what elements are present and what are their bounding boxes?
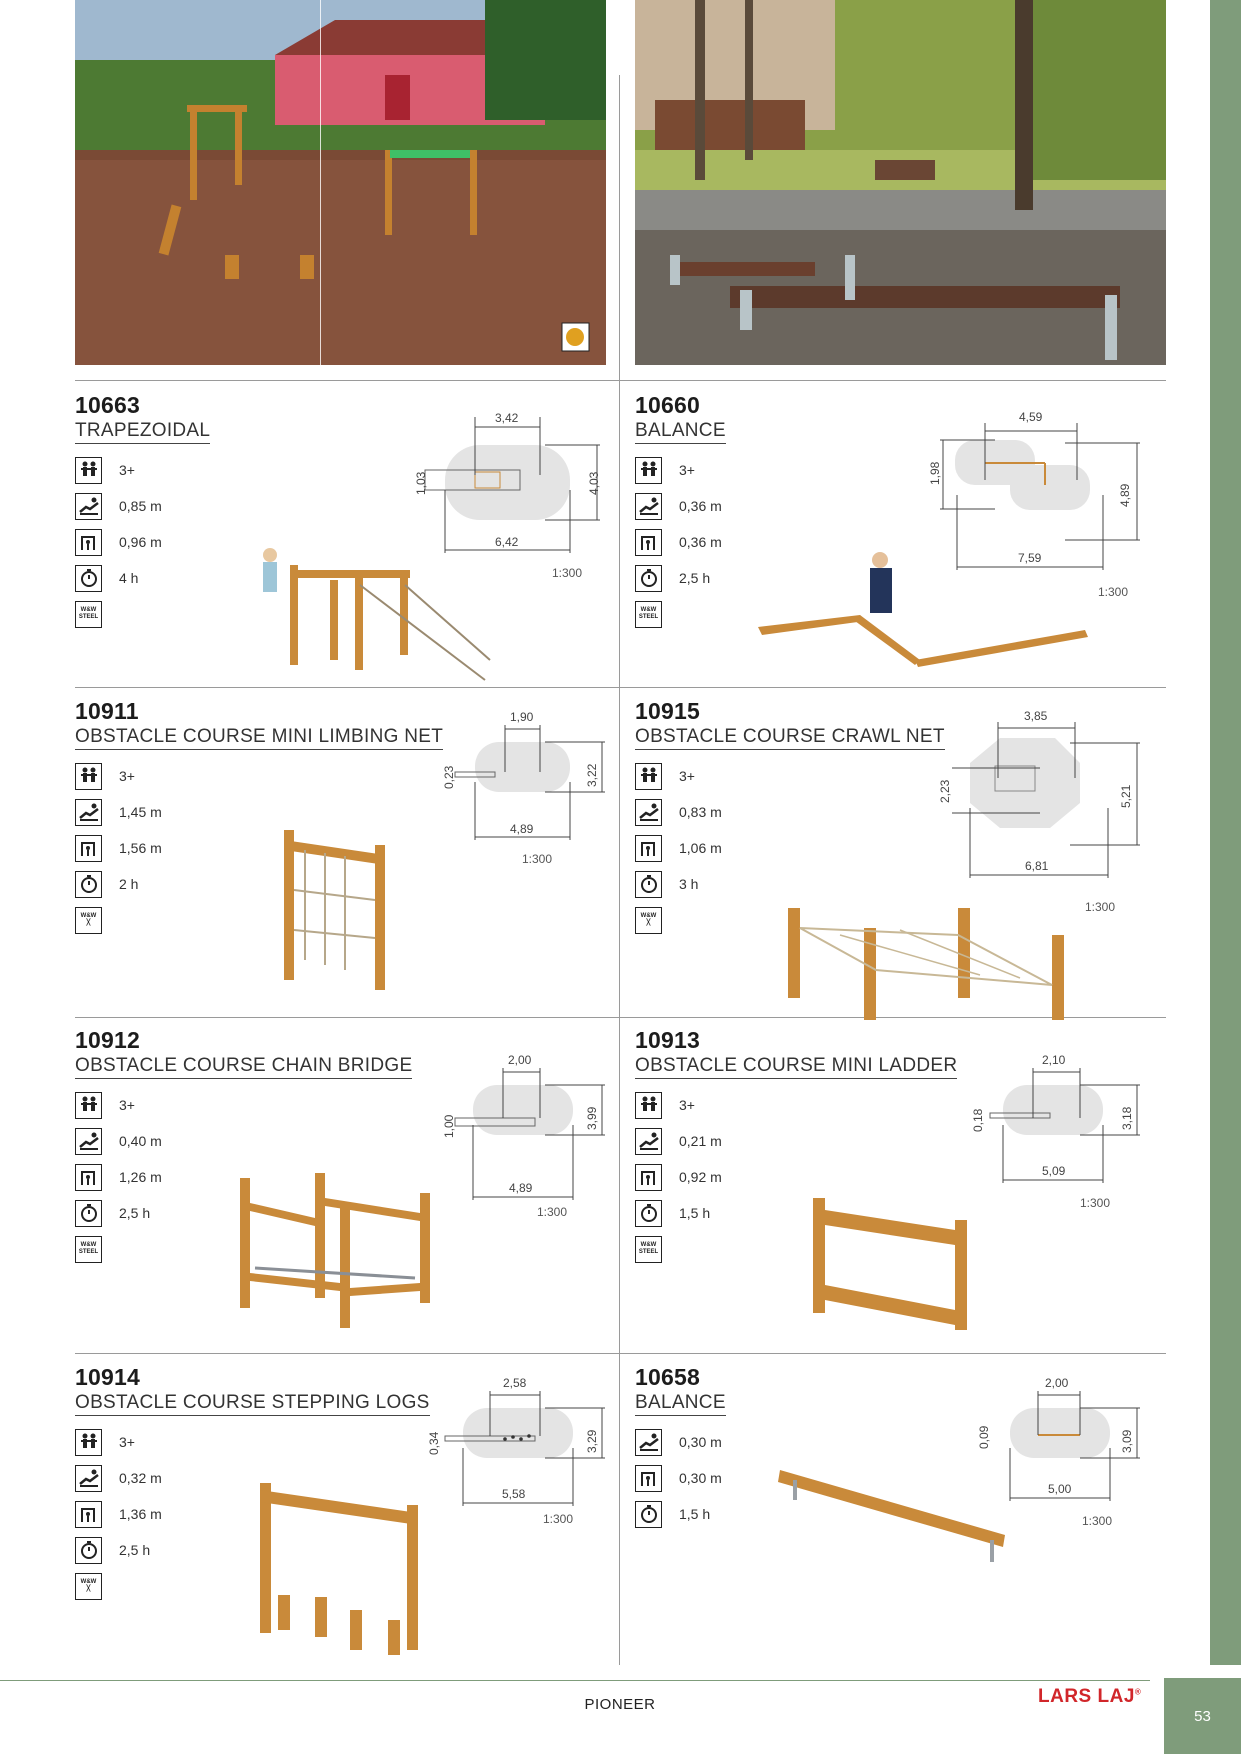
age-icon <box>635 763 662 790</box>
fall-height-icon <box>75 1465 102 1492</box>
product-10660 <box>635 392 726 628</box>
free-height-icon <box>75 529 102 556</box>
dim-bottom: 4,89 <box>510 822 534 836</box>
footer-section-title: PIONEER <box>584 1696 656 1713</box>
spec-install-time: 1,5 h <box>635 1199 957 1227</box>
scale-label: 1:300 <box>1082 1514 1113 1528</box>
product-render-10913 <box>805 1190 980 1340</box>
dim-top: 1,90 <box>510 710 534 724</box>
product-title: TRAPEZOIDAL <box>75 420 210 444</box>
fall-height-icon <box>635 493 662 520</box>
dim-top: 2,00 <box>508 1053 532 1067</box>
dim-bottom: 5,58 <box>502 1487 526 1501</box>
wood-steel-icon: W&W STEEL <box>635 601 662 628</box>
spec-material <box>635 600 726 628</box>
free-height-icon <box>75 1164 102 1191</box>
age-icon <box>75 457 102 484</box>
spec-fall-height: 0,30 m <box>635 1428 726 1456</box>
dim-top: 4,59 <box>1019 410 1043 424</box>
age-icon <box>75 1429 102 1456</box>
spec-age: 3+ <box>75 762 443 790</box>
install-time-icon <box>75 565 102 592</box>
dim-bottom: 6,81 <box>1025 859 1049 873</box>
spec-fall-height: 0,36 m <box>635 492 726 520</box>
spec-free-height: 0,92 m <box>635 1163 957 1191</box>
spec-material <box>75 600 210 628</box>
dim-top: 2,10 <box>1042 1053 1066 1067</box>
product-render-10915 <box>780 900 1080 1025</box>
spec-age: 3+ <box>75 1091 412 1119</box>
dim-left: 0,23 <box>442 765 456 789</box>
product-code: 10912 <box>75 1027 140 1053</box>
accent-sidebar <box>1210 0 1241 1665</box>
fall-height-icon <box>635 1128 662 1155</box>
product-render-10914 <box>250 1475 430 1655</box>
dim-top: 3,42 <box>495 411 519 425</box>
free-height-icon <box>635 1164 662 1191</box>
spec-fall-height: 0,32 m <box>75 1464 430 1492</box>
wood-rope-icon: W&W ╳ <box>75 1573 102 1600</box>
dim-bottom: 5,00 <box>1048 1482 1072 1496</box>
product-render-10663 <box>215 540 495 690</box>
wood-steel-icon: W&W STEEL <box>75 601 102 628</box>
spec-fall-height: 0,40 m <box>75 1127 412 1155</box>
spec-install-time: 2,5 h <box>75 1536 430 1564</box>
install-time-icon <box>635 1200 662 1227</box>
dim-bottom: 5,09 <box>1042 1164 1066 1178</box>
fall-height-icon <box>635 1429 662 1456</box>
dim-right: 3,99 <box>585 1106 599 1130</box>
spec-free-height: 1,06 m <box>635 834 945 862</box>
scale-label: 1:300 <box>1085 900 1116 914</box>
fall-height-icon <box>75 799 102 826</box>
scale-label: 1:300 <box>543 1512 574 1526</box>
dimension-diagram-10913 <box>970 1050 1145 1210</box>
free-height-icon <box>635 529 662 556</box>
dimension-diagram-10915 <box>930 708 1145 888</box>
product-code: 10658 <box>635 1364 700 1390</box>
wood-rope-icon: W&W ╳ <box>75 907 102 934</box>
dim-right: 5,21 <box>1119 784 1133 808</box>
product-code: 10914 <box>75 1364 140 1390</box>
dim-left: 0,34 <box>427 1431 441 1455</box>
spec-free-height: 1,56 m <box>75 834 443 862</box>
product-10915 <box>635 698 945 934</box>
product-code: 10663 <box>75 392 140 418</box>
spec-fall-height: 1,45 m <box>75 798 443 826</box>
age-icon <box>635 457 662 484</box>
product-title: OBSTACLE COURSE STEPPING LOGS <box>75 1392 430 1416</box>
age-icon <box>75 763 102 790</box>
product-title: OBSTACLE COURSE CHAIN BRIDGE <box>75 1055 412 1079</box>
spec-age: 3+ <box>75 1428 430 1456</box>
wood-rope-icon: W&W ╳ <box>635 907 662 934</box>
spec-free-height: 0,36 m <box>635 528 726 556</box>
product-title: OBSTACLE COURSE MINI LIMBING NET <box>75 726 443 750</box>
scale-label: 1:300 <box>552 566 583 580</box>
free-height-icon <box>635 835 662 862</box>
install-time-icon <box>75 1537 102 1564</box>
spec-fall-height: 0,85 m <box>75 492 210 520</box>
spec-free-height: 1,36 m <box>75 1500 430 1528</box>
dim-top: 2,00 <box>1045 1376 1069 1390</box>
dim-left: 1,98 <box>928 461 942 485</box>
dim-left: 0,09 <box>977 1425 991 1449</box>
scale-label: 1:300 <box>522 852 553 866</box>
product-code: 10660 <box>635 392 700 418</box>
footer-rule <box>0 1680 1150 1681</box>
dim-right: 4,89 <box>1118 483 1132 507</box>
install-time-icon <box>635 565 662 592</box>
spec-age: 3+ <box>635 762 945 790</box>
product-code: 10911 <box>75 698 139 724</box>
spec-install-time: 2 h <box>75 870 443 898</box>
dim-right: 3,18 <box>1120 1106 1134 1130</box>
free-height-icon <box>75 1501 102 1528</box>
fall-height-icon <box>635 799 662 826</box>
product-title: OBSTACLE COURSE MINI LADDER <box>635 1055 957 1079</box>
spec-install-time: 2,5 h <box>635 564 726 592</box>
product-title: BALANCE <box>635 1392 726 1416</box>
product-render-10658 <box>775 1455 1015 1565</box>
spec-install-time: 1,5 h <box>635 1500 726 1528</box>
spec-install-time: 4 h <box>75 564 210 592</box>
product-title: BALANCE <box>635 420 726 444</box>
dim-left: 2,23 <box>938 779 952 803</box>
dimension-diagram-10912 <box>435 1050 615 1215</box>
dim-bottom: 4,89 <box>509 1181 533 1195</box>
dim-left: 0,18 <box>971 1108 985 1132</box>
fall-height-icon <box>75 1128 102 1155</box>
product-code: 10915 <box>635 698 700 724</box>
spec-free-height: 0,30 m <box>635 1464 726 1492</box>
fall-height-icon <box>75 493 102 520</box>
dimension-diagram-10911 <box>435 707 615 867</box>
install-time-icon <box>75 1200 102 1227</box>
scale-label: 1:300 <box>1098 585 1129 599</box>
age-icon <box>635 1092 662 1119</box>
dim-right: 3,29 <box>585 1429 599 1453</box>
spec-age: 3+ <box>75 456 210 484</box>
page-number: 53 <box>1164 1678 1241 1754</box>
wood-steel-icon: W&W STEEL <box>75 1236 102 1263</box>
product-render-10911 <box>270 820 400 990</box>
spec-install-time: 3 h <box>635 870 945 898</box>
spec-fall-height: 0,83 m <box>635 798 945 826</box>
dim-bottom: 6,42 <box>495 535 519 549</box>
dim-bottom: 7,59 <box>1018 551 1042 565</box>
install-time-icon <box>635 871 662 898</box>
spec-fall-height: 0,21 m <box>635 1127 957 1155</box>
row-divider <box>75 1353 1166 1354</box>
dim-right: 4,03 <box>587 471 601 495</box>
spec-age: 3+ <box>635 1091 957 1119</box>
spec-free-height: 1,26 m <box>75 1163 412 1191</box>
brand-logo: LARS LAJ® <box>1038 1686 1142 1707</box>
dim-left: 1,00 <box>442 1114 456 1138</box>
dim-right: 3,22 <box>585 763 599 787</box>
dim-left: 1,03 <box>414 471 428 495</box>
install-time-icon <box>635 1501 662 1528</box>
age-icon <box>75 1092 102 1119</box>
spec-age: 3+ <box>635 456 726 484</box>
row-divider <box>75 380 1166 381</box>
product-render-10660 <box>750 545 1100 670</box>
scale-label: 1:300 <box>1080 1196 1111 1210</box>
column-divider <box>619 75 620 1665</box>
dim-right: 3,09 <box>1120 1429 1134 1453</box>
photo-park-right <box>635 0 1166 365</box>
scale-label: 1:300 <box>537 1205 568 1219</box>
product-title: OBSTACLE COURSE CRAWL NET <box>635 726 945 750</box>
spec-install-time: 2,5 h <box>75 1199 412 1227</box>
product-render-10912 <box>235 1168 445 1328</box>
dim-top: 3,85 <box>1024 709 1048 723</box>
dimension-diagram-10914 <box>425 1373 615 1533</box>
dim-top: 2,58 <box>503 1376 527 1390</box>
product-10663 <box>75 392 210 628</box>
product-code: 10913 <box>635 1027 700 1053</box>
photo-playground-left <box>75 0 606 365</box>
spec-free-height: 0,96 m <box>75 528 210 556</box>
free-height-icon <box>635 1465 662 1492</box>
product-10658 <box>635 1364 726 1528</box>
install-time-icon <box>75 871 102 898</box>
wood-steel-icon: W&W STEEL <box>635 1236 662 1263</box>
free-height-icon <box>75 835 102 862</box>
